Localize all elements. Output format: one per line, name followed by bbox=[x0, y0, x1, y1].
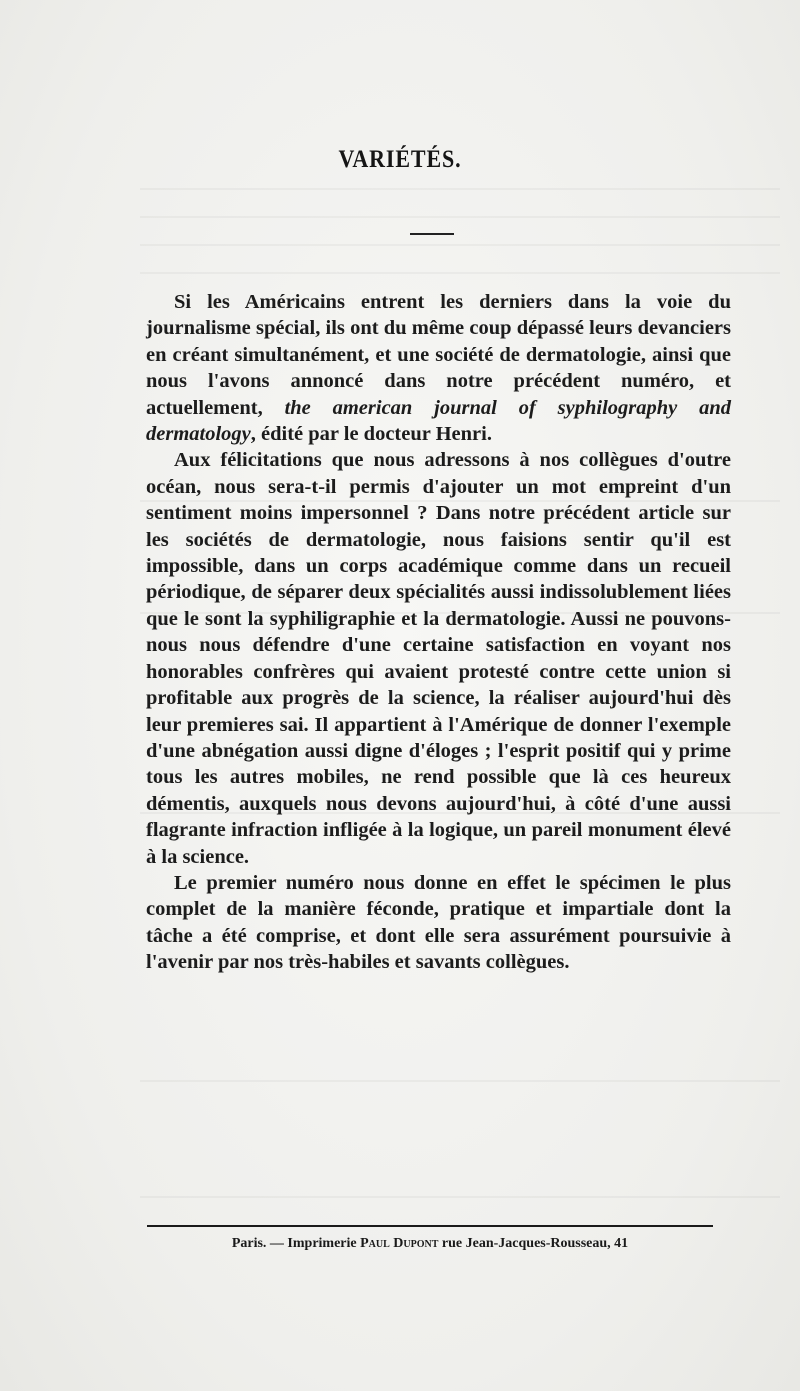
title-divider bbox=[410, 233, 454, 235]
show-through-line bbox=[140, 188, 780, 190]
show-through-line bbox=[140, 1196, 780, 1198]
journal-title: the american journal of syphilography and dermatology bbox=[146, 396, 731, 446]
paragraph-1-text: Si les Américains entrent les derniers dans la voie du journalisme spécial, ils ont du même coup dépassé leurs devanciers en créant simultanément, et une société de dermatologie, ainsi que nous l'avons annoncé dans notre précédent numéro, et actuellement, bbox=[146, 291, 731, 419]
printer-imprint bbox=[147, 1236, 713, 1252]
paragraph-3: Le premier numéro nous donne en effet le spécimen le plus complet de la manière féconde, pratique et impartiale dont la tâche a été comprise, et dont elle sera assurément poursuivie à l'avenir par nos très-habiles et savants collègues. bbox=[146, 871, 731, 974]
article-body bbox=[146, 289, 731, 976]
paragraph-1-end: , édité par le docteur Henri. bbox=[250, 423, 492, 446]
show-through-line bbox=[140, 272, 780, 274]
show-through-line bbox=[140, 216, 780, 218]
page-title: VARIÉTÉS. bbox=[338, 146, 462, 173]
paragraph-2: Aux félicitations que nous adressons à nos collègues d'outre océan, nous sera-t-il permis d'ajouter un mot empreint d'un sentiment moins impersonnel ? Dans notre précédent article sur les sociétés de dermatologie, nous faisions sentir qu'il est impossible, dans un corps académique comme dans un recueil périodique, de séparer deux spécialités aussi indissolublement liées que le sont la syphiligraphie et la dermatologie. Aussi ne pouvons-nous nous défendre d'une certaine satisfaction en voyant nos honorables confrères qui avaient protesté contre cette union si profitable aux progrès de la science, la réaliser aujourd'hui dès leur premieres sai. Il appartient à l'Amérique de donner l'exemple d'une abnégation aussi digne d'éloges ; l'esprit positif qui y prime tous les autres mobiles, ne rend possible que là ces heureux démentis, auxquels nous devons aujourd'hui, à côté d'une aussi flagrante infraction infligée à la logique, un pareil monument élevé à la science. bbox=[146, 449, 731, 868]
imprint-address: rue Jean-Jacques-Rousseau, 41 bbox=[438, 1236, 629, 1251]
footer-divider bbox=[147, 1225, 713, 1227]
imprint-city: Paris. bbox=[231, 1236, 267, 1251]
show-through-line bbox=[140, 1080, 780, 1082]
show-through-line bbox=[140, 244, 780, 246]
imprint-printer: Paul Dupont bbox=[360, 1236, 439, 1251]
imprint-dash: — Imprimerie bbox=[266, 1236, 361, 1251]
paragraph-1 bbox=[146, 289, 731, 447]
